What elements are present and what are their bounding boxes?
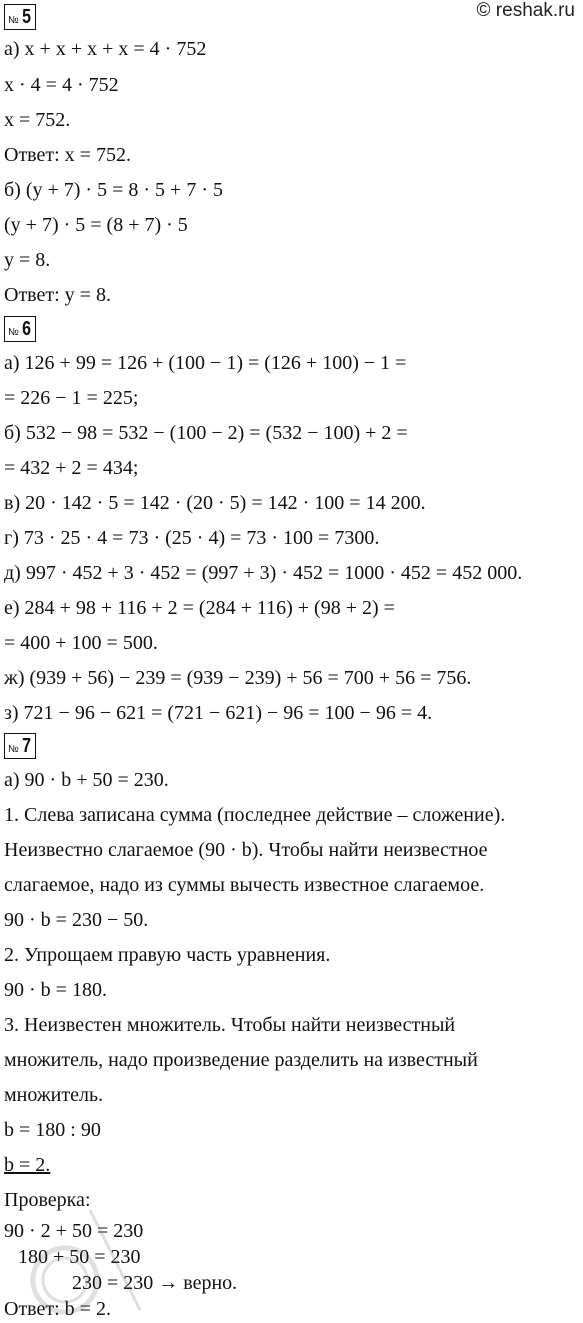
line-7-step2-result: 90 · b = 180. [4,979,107,1001]
line-7-answer: Ответ: b = 2. [4,1298,111,1320]
line-6g: г) 73 · 25 · 4 = 73 · (25 · 4) = 73 · 100 = 7300. [4,527,380,549]
line-5a-answer: Ответ: x = 752. [4,144,131,166]
section-5-label: № 5 [4,4,36,30]
section-7-label: № 7 [4,733,36,759]
line-6zh: ж) (939 + 56) − 239 = (939 − 239) + 56 = 700 + 56 = 756. [4,667,472,689]
line-7-step3-cont1: множитель, надо произведение разделить на известный [4,1049,478,1071]
line-7-step3-cont2: множитель. [4,1084,104,1106]
line-5b-step2: y = 8. [4,249,51,271]
line-7-step1: 1. Слева записана сумма (последнее действие – сложение). [4,804,506,826]
line-5b-step1: (y + 7) · 5 = (8 + 7) · 5 [4,214,188,236]
line-5a-equation: а) x + x + x + x = 4 · 752 [4,38,207,60]
line-6b-cont: = 432 + 2 = 434; [4,457,139,479]
line-6b: б) 532 − 98 = 532 − (100 − 2) = (532 − 100) + 2 = [4,422,408,444]
line-7-step3: 3. Неизвестен множитель. Чтобы найти неизвестный [4,1014,456,1036]
line-5b-answer: Ответ: y = 8. [4,284,111,306]
reshak-logo-watermark-icon [20,1200,150,1320]
line-7-step1-cont1: Неизвестно слагаемое (90 · b). Чтобы найти неизвестное [4,839,488,861]
line-7-check3: 230 = 230 → верно. [72,1272,238,1294]
line-6e-cont: = 400 + 100 = 500. [4,632,158,654]
line-7-step1-cont2: слагаемое, надо из суммы вычесть известное слагаемое. [4,874,485,896]
section-6-label: № 6 [4,316,36,342]
line-7-check1: 90 · 2 + 50 = 230 [4,1220,144,1242]
line-7-step3-division: b = 180 : 90 [4,1119,101,1141]
line-6d: д) 997 · 452 + 3 · 452 = (997 + 3) · 452 = 1000 · 452 = 452 000. [4,562,523,584]
line-7-check2: 180 + 50 = 230 [18,1246,141,1268]
line-5a-step2: x = 752. [4,109,71,131]
line-6a: а) 126 + 99 = 126 + (100 − 1) = (126 + 100) − 1 = [4,352,407,374]
line-6z: з) 721 − 96 − 621 = (721 − 621) − 96 = 100 − 96 = 4. [4,702,433,724]
line-5b-equation: б) (y + 7) · 5 = 8 · 5 + 7 · 5 [4,179,223,201]
line-7a-equation: а) 90 · b + 50 = 230. [4,769,169,791]
line-6e: е) 284 + 98 + 116 + 2 = (284 + 116) + (98 + 2) = [4,597,395,619]
line-6a-cont: = 226 − 1 = 225; [4,387,139,409]
line-7-step1-result: 90 · b = 230 − 50. [4,909,149,931]
line-6v: в) 20 · 142 · 5 = 142 · (20 · 5) = 142 · 100 = 14 200. [4,492,426,514]
line-5a-step1: x · 4 = 4 · 752 [4,74,119,96]
line-7-check-heading: Проверка: [4,1189,91,1211]
line-7-result-underlined: b = 2. [4,1154,51,1176]
line-7-step2: 2. Упрощаем правую часть уравнения. [4,944,331,966]
site-watermark: © reshak.ru [476,0,575,21]
